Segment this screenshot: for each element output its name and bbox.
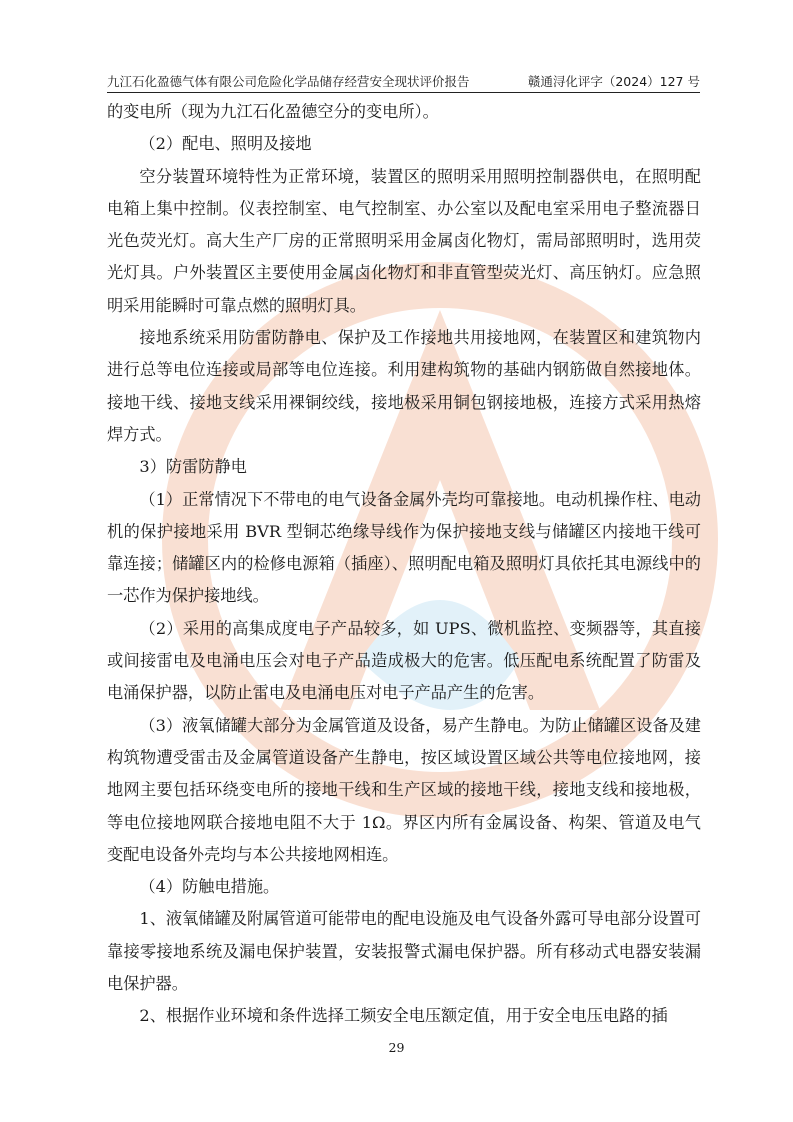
page-header	[107, 66, 700, 93]
paragraph: （3）液氧储罐大部分为金属管道及设备，易产生静电。为防止储罐区设备及建构筑物遭受雷击及金属管道设备产生静电，按区域设置区域公共等电位接地网，接地网主要包括环绕变电所的接地干线和生产区域的接地干线，接地支线和接地极，等电位接地网联合接地电阻不大于 1Ω。界区内所有金属设备、构架、管道及电气变配电设备外壳均与本公共接地网相连。	[107, 715, 701, 864]
paragraph: 2、根据作业环境和条件选择工频安全电压额定值，用于安全电压电路的插	[139, 1006, 668, 1026]
paragraph: （2）采用的高集成度电子产品较多，如 UPS、微机监控、变频器等，其直接或间接雷电及电涌电压会对电子产品造成极大的危害。低压配电系统配置了防雷及电涌保护器，以防止雷电及电涌电压对电子产品产生的危害。	[107, 618, 701, 703]
section-heading: （2）配电、照明及接地	[139, 134, 312, 154]
paragraph: （1）正常情况下不带电的电气设备金属外壳均可靠接地。电动机操作柱、电动机的保护接地采用 BVR 型铜芯绝缘导线作为保护接地支线与储罐区内接地干线可靠连接；储罐区内的检修电源箱（插座）、照明配电箱及照明灯具依托其电源线中的一芯作为保护接地线。	[107, 489, 701, 606]
page-number: 29	[388, 1040, 405, 1055]
document-body	[107, 96, 701, 1033]
header-doc-number: 赣通浔化评字（2024）127 号	[527, 74, 700, 89]
section-heading: 3）防雷防静电	[139, 457, 247, 477]
section-heading: （4）防触电措施。	[139, 877, 280, 897]
paragraph: 空分装置环境特性为正常环境，装置区的照明采用照明控制器供电，在照明配电箱上集中控制。仪表控制室、电气控制室、办公室以及配电室采用电子整流器日光色荧光灯。高大生产厂房的正常照明采用金属卤化物灯，需局部照明时，选用荧光灯具。户外装置区主要使用金属卤化物灯和非直管型荧光灯、高压钠灯。应急照明采用能瞬时可靠点燃的照明灯具。	[107, 166, 701, 315]
header-title: 九江石化盈德气体有限公司危险化学品储存经营安全现状评价报告	[107, 74, 470, 89]
paragraph: 的变电所（现为九江石化盈德空分的变电所）。	[107, 102, 439, 121]
paragraph: 1、液氧储罐及附属管道可能带电的配电设施及电气设备外露可导电部分设置可靠接零接地系统及漏电保护装置，安装报警式漏电保护器。所有移动式电器安装漏电保护器。	[107, 909, 701, 994]
paragraph: 接地系统采用防雷防静电、保护及工作接地共用接地网，在装置区和建筑物内进行总等电位连接或局部等电位连接。利用建构筑物的基础内钢筋做自然接地体。接地干线、接地支线采用裸铜绞线，接地极采用铜包钢接地极，连接方式采用热熔焊方式。	[107, 328, 701, 444]
